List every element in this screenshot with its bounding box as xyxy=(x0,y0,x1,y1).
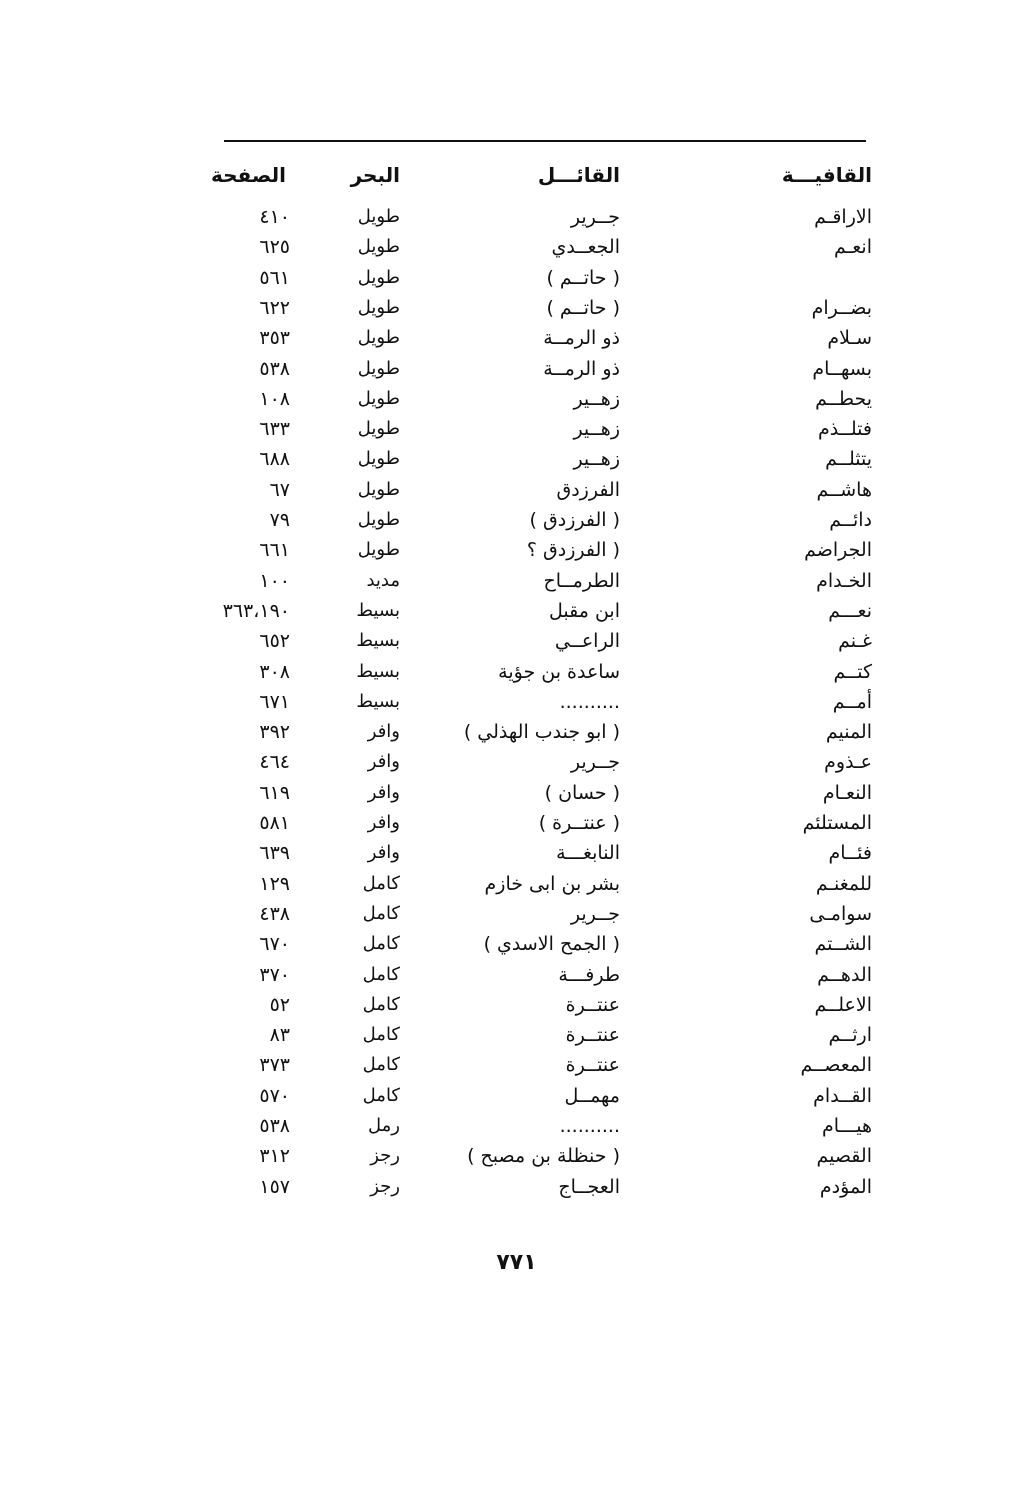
poet-cell: ( الفرزدق ؟ xyxy=(526,539,620,562)
poet-cell: جــرير xyxy=(570,902,620,925)
table-row xyxy=(210,232,890,262)
meter-cell: طويل xyxy=(357,357,400,379)
poet-cell: زهــير xyxy=(573,387,620,410)
rhyme-cell: الدهــم xyxy=(817,963,872,986)
meter-cell: وافر xyxy=(367,721,400,743)
table-row xyxy=(210,687,890,717)
poet-cell: ذو الرمــة xyxy=(543,357,620,380)
table-row xyxy=(210,747,890,777)
meter-cell: طويل xyxy=(357,448,400,470)
rhyme-cell: أمــم xyxy=(832,690,872,713)
rhyme-cell: دائــم xyxy=(829,509,872,531)
meter-cell: طويل xyxy=(357,327,400,349)
page-cell: ٦٧١ xyxy=(259,690,290,713)
poet-cell: عنتــرة xyxy=(565,993,620,1016)
table-row xyxy=(210,1111,890,1141)
poet-cell: ( الجمح الاسدي ) xyxy=(483,933,620,956)
rhyme-cell: الشــتم xyxy=(814,933,872,956)
poet-cell: بشر بن ابى خازم xyxy=(484,872,620,895)
page-cell: ٦٨٨ xyxy=(259,448,290,471)
table-row xyxy=(210,1020,890,1050)
rhyme-cell: الاراقـم xyxy=(814,206,872,228)
table-row xyxy=(210,808,890,838)
page-cell: ٦١٩ xyxy=(259,781,290,804)
meter-cell: كامل xyxy=(362,1054,400,1076)
table-row xyxy=(210,414,890,444)
page-cell: ٣٥٣ xyxy=(259,327,290,350)
poet-cell: زهــير xyxy=(573,448,620,471)
page-cell: ٣٧٠ xyxy=(259,963,290,986)
table-row xyxy=(210,566,890,596)
rhyme-cell: المؤدم xyxy=(819,1175,872,1198)
rhyme-cell: القــدام xyxy=(813,1084,872,1107)
meter-cell: وافر xyxy=(367,781,400,803)
page-cell: ٦٦١ xyxy=(259,539,290,562)
page-cell: ١٠٠ xyxy=(259,569,290,592)
table-row xyxy=(210,596,890,626)
rhyme-cell: النعـام xyxy=(822,781,872,804)
poet-cell: ( حسان ) xyxy=(544,781,620,804)
poet-cell: طرفـــة xyxy=(558,963,620,986)
meter-cell: كامل xyxy=(362,902,400,924)
meter-cell: كامل xyxy=(362,933,400,955)
meter-cell: بسيط xyxy=(356,599,400,621)
rhyme-cell: فئــام xyxy=(828,842,872,865)
page-cell: ٦٢٢ xyxy=(259,296,290,319)
poet-cell: ( حاتــم ) xyxy=(546,296,620,319)
header-rhyme: القافيـــة xyxy=(781,163,872,187)
table-row xyxy=(210,293,890,323)
rhyme-cell: غـنم xyxy=(838,630,872,653)
meter-cell: طويل xyxy=(357,509,400,530)
meter-cell: طويل xyxy=(357,296,400,318)
meter-cell: بسيط xyxy=(356,660,400,682)
rhyme-cell: الجراضم xyxy=(804,539,872,562)
meter-cell: طويل xyxy=(357,539,400,561)
rhyme-cell: بضــرام xyxy=(811,296,872,319)
table-row xyxy=(210,475,890,505)
header-page: الصفحة xyxy=(210,163,286,187)
meter-cell: طويل xyxy=(357,478,400,500)
rhyme-cell: سـلام xyxy=(827,327,872,350)
table-row xyxy=(210,960,890,990)
meter-cell: وافر xyxy=(367,751,400,773)
poet-cell: ( حنظلة بن مصبح ) xyxy=(467,1145,620,1168)
rhyme-cell: هاشــم xyxy=(816,478,872,501)
poet-cell: الراعــي xyxy=(554,630,620,653)
meter-cell: كامل xyxy=(362,963,400,985)
header-meter: البحر xyxy=(350,163,400,187)
page-cell: ١٢٩ xyxy=(259,872,290,895)
rhyme-cell: للمغنـم xyxy=(815,872,872,895)
page-cell: ٣٦٣،١٩٠ xyxy=(222,599,290,622)
rhyme-cell: الاعلــم xyxy=(814,993,872,1016)
page-cell: ٥٨١ xyxy=(259,812,290,834)
poet-cell: جــرير xyxy=(570,206,620,228)
table-row xyxy=(210,202,890,232)
table-row xyxy=(210,838,890,868)
table-row xyxy=(210,717,890,747)
table-row xyxy=(210,626,890,656)
meter-cell: كامل xyxy=(362,993,400,1015)
page-cell: ٦٣٣ xyxy=(259,418,290,441)
table-row xyxy=(210,505,890,535)
table-row xyxy=(210,778,890,808)
table-row xyxy=(210,384,890,414)
meter-cell: طويل xyxy=(357,387,400,409)
meter-cell: بسيط xyxy=(356,630,400,652)
table-row xyxy=(210,444,890,474)
rhyme-cell: سوامـى xyxy=(809,902,872,925)
table-row xyxy=(210,899,890,929)
page-cell: ٤٦٤ xyxy=(259,751,290,774)
meter-cell: طويل xyxy=(357,418,400,440)
page-cell: ٨٣ xyxy=(269,1024,290,1047)
meter-cell: رجز xyxy=(370,1145,400,1167)
page-cell: ٣٧٣ xyxy=(259,1054,290,1077)
rhyme-cell: المنيم xyxy=(825,721,872,744)
page-cell: ٣١٢ xyxy=(259,1145,290,1168)
poet-cell: ( حاتــم ) xyxy=(546,266,620,289)
rhyme-cell: بسهــام xyxy=(812,357,872,380)
meter-cell: بسيط xyxy=(356,690,400,712)
meter-cell: كامل xyxy=(362,1024,400,1046)
page-cell: ١٥٧ xyxy=(259,1175,290,1198)
page-cell: ٤١٠ xyxy=(259,206,290,228)
poet-cell: عنتــرة xyxy=(565,1054,620,1077)
page-cell: ٣٩٢ xyxy=(259,721,290,744)
poet-cell: عنتــرة xyxy=(565,1024,620,1047)
table-header xyxy=(210,158,890,192)
header-poet: القائـــل xyxy=(537,163,620,187)
page-cell: ٥٣٨ xyxy=(259,1115,290,1137)
poet-cell: ( الفرزدق ) xyxy=(529,509,620,531)
rhyme-cell: القصيم xyxy=(816,1145,872,1168)
page-cell: ٦٥٢ xyxy=(259,630,290,653)
table-row xyxy=(210,263,890,293)
meter-cell: رجز xyxy=(370,1175,400,1197)
table-row xyxy=(210,1141,890,1171)
rhyme-cell: عـذوم xyxy=(824,751,872,774)
poet-cell: النابغـــة xyxy=(556,842,620,865)
table-row xyxy=(210,869,890,899)
table-row xyxy=(210,1081,890,1111)
page-cell: ٥٣٨ xyxy=(259,357,290,380)
rhyme-cell: ارثــم xyxy=(828,1024,872,1047)
page-cell: ٦٢٥ xyxy=(259,236,290,259)
rhyme-cell: الخـدام xyxy=(816,569,872,592)
meter-cell: طويل xyxy=(357,236,400,258)
rhyme-cell: هيـــام xyxy=(821,1115,872,1137)
rhyme-cell: كتــم xyxy=(833,660,872,683)
rhyme-cell: المستلئم xyxy=(802,812,872,834)
table-row xyxy=(210,990,890,1020)
page-cell: ٤٣٨ xyxy=(259,902,290,925)
table-row xyxy=(210,323,890,353)
poet-cell: الجعــدي xyxy=(551,236,620,259)
page-cell: ٥٧٠ xyxy=(259,1084,290,1107)
table-row xyxy=(210,1172,890,1202)
poet-cell: الطرمــاح xyxy=(543,569,620,592)
poet-cell: جــرير xyxy=(570,751,620,774)
table-row xyxy=(210,535,890,565)
poet-cell: العجــاج xyxy=(558,1175,620,1198)
poet-cell: ابن مقبل xyxy=(549,599,620,622)
poet-cell: .......... xyxy=(559,1115,620,1137)
meter-cell: وافر xyxy=(367,842,400,864)
poet-cell: .......... xyxy=(559,690,620,713)
page-cell: ٣٠٨ xyxy=(259,660,290,683)
poet-cell: ساعدة بن جؤية xyxy=(498,660,620,683)
poet-cell: ( عنتــرة ) xyxy=(538,812,620,834)
meter-cell: كامل xyxy=(362,872,400,894)
table-row xyxy=(210,1050,890,1080)
table-row xyxy=(210,354,890,384)
poet-cell: ( ابو جندب الهذلي ) xyxy=(463,721,620,744)
page-number: ٧٧١ xyxy=(496,1250,537,1275)
poet-cell: الفرزدق xyxy=(556,478,620,501)
meter-cell: رمل xyxy=(368,1115,400,1136)
page-cell: ٦٧٠ xyxy=(259,933,290,956)
poet-cell: ذو الرمــة xyxy=(543,327,620,350)
page-cell: ١٠٨ xyxy=(259,387,290,410)
page-cell: ٥٦١ xyxy=(259,266,290,289)
meter-cell: طويل xyxy=(357,206,400,227)
page-cell: ٧٩ xyxy=(269,509,290,531)
rhyme-cell: فتلــذم xyxy=(818,418,872,441)
meter-cell: مديد xyxy=(366,569,400,591)
rhyme-cell: يتثلــم xyxy=(825,448,872,471)
poet-cell: زهــير xyxy=(573,418,620,441)
table-row xyxy=(210,657,890,687)
page-cell: ٦٣٩ xyxy=(259,842,290,865)
rhyme-cell: انعـم xyxy=(834,236,872,259)
page-cell: ٦٧ xyxy=(269,478,290,501)
meter-cell: وافر xyxy=(367,812,400,833)
rhyme-cell: يحطــم xyxy=(815,387,872,410)
page-cell: ٥٢ xyxy=(269,993,290,1016)
meter-cell: كامل xyxy=(362,1084,400,1106)
top-rule xyxy=(224,140,866,142)
poet-cell: مهمــل xyxy=(564,1084,620,1107)
rhyme-cell: المعصــم xyxy=(800,1054,872,1077)
table-row xyxy=(210,929,890,959)
meter-cell: طويل xyxy=(357,266,400,288)
rhyme-cell: نعـــم xyxy=(828,599,872,622)
